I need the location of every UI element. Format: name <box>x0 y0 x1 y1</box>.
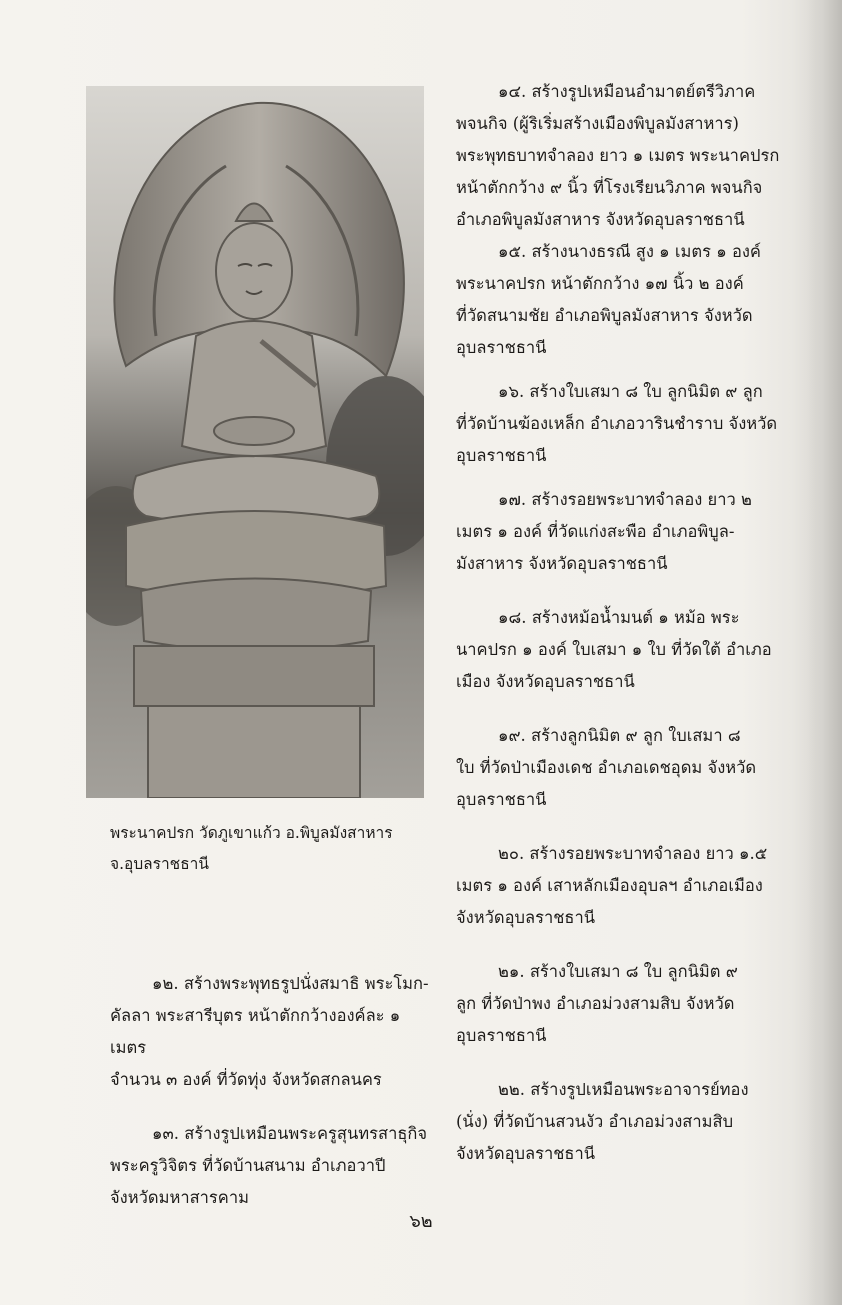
text-line: จังหวัดอุบลราชธานี <box>456 1144 596 1163</box>
page-edge-shadow <box>808 0 842 1305</box>
text-line: ๑๒. สร้างพระพุทธรูปนั่งสมาธิ พระโมก- <box>152 974 429 993</box>
text-line: อุบลราชธานี <box>456 790 547 809</box>
right-text-column <box>456 76 794 1170</box>
text-line: จังหวัดอุบลราชธานี <box>456 908 596 927</box>
text-line: ๑๓. สร้างรูปเหมือนพระครูสุนทรสาธุกิจ <box>152 1124 428 1143</box>
naga-buddha-photo <box>86 86 424 798</box>
left-text-column <box>110 968 440 1214</box>
text-line: (นั่ง) ที่วัดบ้านสวนงัว อำเภอม่วงสามสิบ <box>456 1112 734 1131</box>
text-line: เมือง จังหวัดอุบลราชธานี <box>456 672 635 691</box>
text-line: พระพุทธบาทจำลอง ยาว ๑ เมตร พระนาคปรก <box>456 146 780 165</box>
text-line: ๑๖. สร้างใบเสมา ๘ ใบ ลูกนิมิต ๙ ลูก <box>498 382 763 401</box>
caption-line: พระนาคปรก วัดภูเขาแก้ว อ.พิบูลมังสาหาร <box>110 824 393 842</box>
text-line: พจนกิจ (ผู้ริเริ่มสร้างเมืองพิบูลมังสาหาร) <box>456 114 739 133</box>
text-line: หน้าตักกว้าง ๙ นิ้ว ที่โรงเรียนวิภาค พจนกิจ <box>456 178 763 197</box>
text-line: จำนวน ๓ องค์ ที่วัดทุ่ง จังหวัดสกลนคร <box>110 1070 382 1089</box>
text-line: พระครูวิจิตร ที่วัดบ้านสนาม อำเภอวาปี <box>110 1156 386 1175</box>
caption-line: จ.อุบลราชธานี <box>110 855 209 873</box>
text-line: เมตร ๑ องค์ ที่วัดแก่งสะพือ อำเภอพิบูล- <box>456 522 735 541</box>
text-line: อุบลราชธานี <box>456 1026 547 1045</box>
photo-caption <box>110 818 440 880</box>
text-line: นาคปรก ๑ องค์ ใบเสมา ๑ ใบ ที่วัดใต้ อำเภอ <box>456 640 772 659</box>
text-line: เมตร ๑ องค์ เสาหลักเมืองอุบลฯ อำเภอเมือง <box>456 876 763 895</box>
text-line: อำเภอพิบูลมังสาหาร จังหวัดอุบลราชธานี <box>456 210 745 229</box>
text-line: ๑๕. สร้างนางธรณี สูง ๑ เมตร ๑ องค์ <box>498 242 761 261</box>
text-line: ใบ ที่วัดป่าเมืองเดช อำเภอเดชอุดม จังหวัด <box>456 758 757 777</box>
text-line: ๑๘. สร้างหม้อน้ำมนต์ ๑ หม้อ พระ <box>498 608 740 627</box>
text-line: ๑๔. สร้างรูปเหมือนอำมาตย์ตรีวิภาค <box>498 82 756 101</box>
text-line: ๑๗. สร้างรอยพระบาทจำลอง ยาว ๒ <box>498 490 752 509</box>
text-line: อุบลราชธานี <box>456 338 547 357</box>
text-line: จังหวัดมหาสารคาม <box>110 1188 249 1207</box>
page-number: ๖๒ <box>409 1211 433 1232</box>
text-line: อุบลราชธานี <box>456 446 547 465</box>
text-line: ๒๒. สร้างรูปเหมือนพระอาจารย์ทอง <box>498 1080 749 1099</box>
text-line: ๑๙. สร้างลูกนิมิต ๙ ลูก ใบเสมา ๘ <box>498 726 741 745</box>
text-line: ที่วัดสนามชัย อำเภอพิบูลมังสาหาร จังหวัด <box>456 306 753 325</box>
text-line: ๒๐. สร้างรอยพระบาทจำลอง ยาว ๑.๕ <box>498 844 768 863</box>
text-line: พระนาคปรก หน้าตักกว้าง ๑๗ นิ้ว ๒ องค์ <box>456 274 744 293</box>
text-line: คัลลา พระสารีบุตร หน้าตักกว้างองค์ละ ๑ เมตร <box>110 1006 401 1057</box>
text-line: ที่วัดบ้านฆ้องเหล็ก อำเภอวารินชำราบ จังหวัด <box>456 414 778 433</box>
text-line: ลูก ที่วัดป่าพง อำเภอม่วงสามสิบ จังหวัด <box>456 994 735 1013</box>
text-line: มังสาหาร จังหวัดอุบลราชธานี <box>456 554 668 573</box>
text-line: ๒๑. สร้างใบเสมา ๘ ใบ ลูกนิมิต ๙ <box>498 962 738 981</box>
